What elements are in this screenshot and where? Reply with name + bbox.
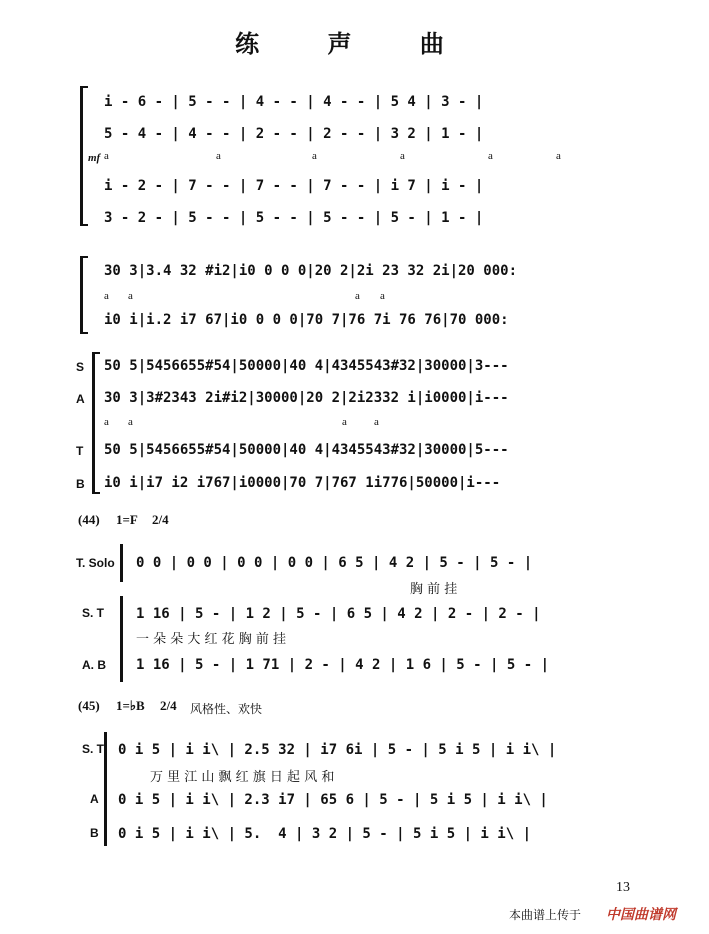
system-1-row-4: 3 - 2 - | 5 - - | 5 - - | 5 - - | 5 - | 1 - | (104, 210, 484, 226)
s-t-45-lyrics: 万 里 江 山 飘 红 旗 日 起 风 和 (150, 770, 335, 785)
vowel-label: a (104, 150, 109, 162)
part-label-s-t: S. T (82, 606, 105, 620)
vowel-label: a (216, 150, 221, 162)
voice-label-a: A (76, 392, 85, 406)
vowel-label: a (556, 150, 561, 162)
site-logo[interactable]: 中国曲谱网 (606, 907, 676, 923)
section-45-number: (45) (78, 698, 100, 713)
system-3-bracket (92, 352, 95, 494)
voice-label-s: S (76, 360, 85, 374)
system-1-row-1: i - 6 - | 5 - - | 4 - - | 4 - - | 5 4 | 3 - | (104, 94, 484, 110)
vowel-label: a (380, 290, 385, 302)
t-solo-bracket (120, 544, 123, 582)
section-44-number: (44) (78, 512, 100, 527)
part-label-a-45: A (90, 792, 99, 806)
t-solo-notes: 0 0 | 0 0 | 0 0 | 0 0 | 6 5 | 4 2 | 5 - | 5 - | (136, 555, 533, 571)
s-t-a-b-bracket (120, 596, 123, 682)
system-3-row-s: 50 5|5456655#54|50000|40 4|4345543#32|30000|3--- (104, 358, 509, 374)
system-3-row-a: 30 3|3#2343 2i#i2|30000|20 2|2i2332 i|i0000|i--- (104, 390, 509, 406)
vowel-label: a (355, 290, 360, 302)
page-title: 练 声 曲 (235, 30, 474, 58)
system-2-bracket (80, 256, 83, 334)
vowel-label: a (104, 416, 109, 428)
vowel-label: a (342, 416, 347, 428)
tempo-marking: 风格性、欢快 (190, 702, 263, 716)
system-2-row-1: 30 3|3.4 32 #i2|i0 0 0 0|20 2|2i 23 32 2i|20 000: (104, 263, 518, 279)
page-number: 13 (616, 880, 630, 895)
s-t-notes: 1 16 | 5 - | 1 2 | 5 - | 6 5 | 4 2 | 2 - | 2 - | (136, 606, 541, 622)
part-label-t-solo: T. Solo (76, 556, 115, 570)
system-1-row-3: i - 2 - | 7 - - | 7 - - | 7 - - | i 7 | i - | (104, 178, 484, 194)
vowel-label: a (312, 150, 317, 162)
voice-label-b: B (76, 477, 85, 491)
section-45-bracket (104, 732, 107, 846)
system-1-row-2: 5 - 4 - | 4 - - | 2 - - | 2 - - | 3 2 | 1 - | (104, 126, 484, 142)
dynamic-marking: mf (88, 152, 101, 164)
t-solo-lyrics: 胸 前 挂 (410, 582, 458, 597)
vowel-label: a (400, 150, 405, 162)
a-b-notes: 1 16 | 5 - | 1 71 | 2 - | 4 2 | 1 6 | 5 - | 5 - | (136, 657, 550, 673)
section-44-key: 1=F (116, 512, 138, 527)
system-3-row-b: i0 i|i7 i2 i767|i0000|70 7|767 1i776|50000|i--- (104, 475, 501, 491)
part-label-a-b: A. B (82, 658, 106, 672)
part-label-b-45: B (90, 826, 99, 840)
section-45-time: 2/4 (160, 698, 177, 713)
b-45-notes: 0 i 5 | i i\ | 5. 4 | 3 2 | 5 - | 5 i 5 | i i\ | (118, 826, 532, 842)
vowel-label: a (128, 416, 133, 428)
section-44-time: 2/4 (152, 512, 169, 527)
system-1-bracket (80, 86, 83, 226)
section-45-key: 1=♭B (116, 698, 145, 713)
s-t-lyrics: 一 朵 朵 大 红 花 胸 前 挂 (136, 632, 287, 647)
system-2-row-2: i0 i|i.2 i7 67|i0 0 0 0|70 7|76 7i 76 76|70 000: (104, 312, 509, 328)
a-45-notes: 0 i 5 | i i\ | 2.3 i7 | 65 6 | 5 - | 5 i 5 | i i\ | (118, 792, 548, 808)
s-t-45-notes: 0 i 5 | i i\ | 2.5 32 | i7 6i | 5 - | 5 i 5 | i i\ | (118, 742, 557, 758)
vowel-label: a (488, 150, 493, 162)
part-label-s-t-45: S. T (82, 742, 105, 756)
system-3-row-t: 50 5|5456655#54|50000|40 4|4345543#32|30000|5--- (104, 442, 509, 458)
voice-label-t: T (76, 444, 84, 458)
vowel-label: a (374, 416, 379, 428)
vowel-label: a (128, 290, 133, 302)
vowel-label: a (104, 290, 109, 302)
footer-text: 本曲谱上传于 (509, 908, 582, 922)
